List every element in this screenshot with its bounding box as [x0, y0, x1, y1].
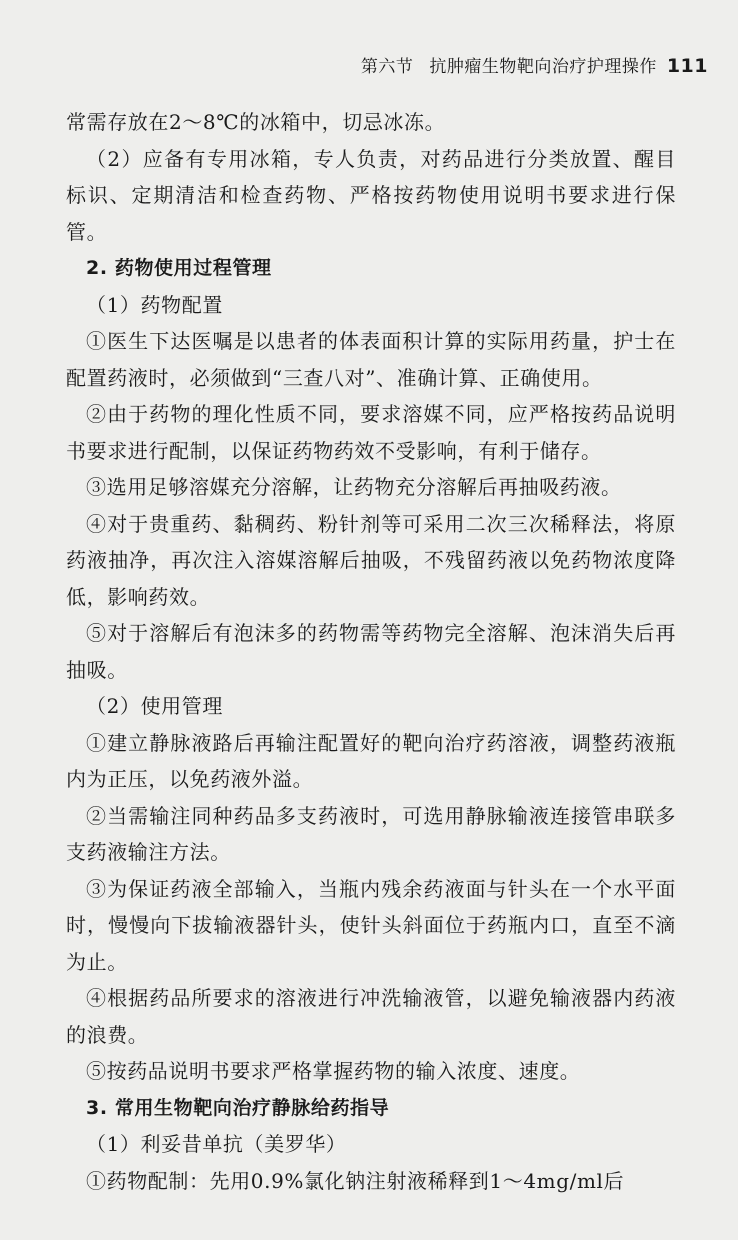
paragraph: ①建立静脉液路后再输注配置好的靶向治疗药溶液，调整药液瓶内为正压，以免药液外溢。	[66, 730, 676, 791]
page-number: 111	[666, 55, 708, 77]
chapter-title: 抗肿瘤生物靶向治疗护理操作	[429, 57, 657, 77]
paragraph: ⑤按药品说明书要求严格掌握药物的输入浓度、速度。	[86, 1059, 581, 1083]
section-heading: 2. 药物使用过程管理	[86, 257, 272, 279]
running-header	[361, 52, 708, 77]
paragraph: ①药物配制：先用0.9%氯化钠注射液稀释到1～4mg/ml后	[86, 1168, 625, 1193]
subsection-heading: （1）药物配置	[86, 292, 223, 317]
section-label: 第六节	[360, 57, 414, 77]
body-text	[66, 104, 676, 1199]
paragraph: ④对于贵重药、黏稠药、粉针剂等可采用二次三次稀释法，将原药液抽净，再次注入溶媒溶解后抽吸，不残留药液以免药物浓度降低，影响药效。	[66, 511, 676, 609]
paragraph: ③选用足够溶媒充分溶解，让药物充分溶解后再抽吸药液。	[86, 475, 622, 499]
section-heading: 3. 常用生物靶向治疗静脉给药指导	[86, 1096, 390, 1119]
paragraph: ②当需输注同种药品多支药液时，可选用静脉输液连接管串联多支药液输注方法。	[66, 803, 676, 864]
paragraph: （2）应备有专用冰箱，专人负责，对药品进行分类放置、醒目标识、定期清洁和检查药物、严格按药物使用说明书要求进行保管。	[66, 146, 676, 244]
paragraph: ⑤对于溶解后有泡沫多的药物需等药物完全溶解、泡沫消失后再抽吸。	[66, 621, 676, 682]
paragraph: ①医生下达医嘱是以患者的体表面积计算的实际用药量，护士在配置药液时，必须做到“三查八对”、准确计算、正确使用。	[66, 329, 676, 390]
subsection-heading: （2）使用管理	[86, 694, 223, 718]
subsection-heading: （1）利妥昔单抗（美罗华）	[86, 1132, 347, 1156]
paragraph: ③为保证药液全部输入，当瓶内残余药液面与针头在一个水平面时，慢慢向下拔输液器针头，使针头斜面位于药瓶内口，直至不滴为止。	[66, 876, 676, 974]
paragraph: ②由于药物的理化性质不同，要求溶媒不同，应严格按药品说明书要求进行配制，以保证药物药效不受影响，有利于储存。	[66, 402, 676, 463]
paragraph: 常需存放在2～8℃的冰箱中，切忌冰冻。	[66, 110, 446, 134]
paragraph: ④根据药品所要求的溶液进行冲洗输液管，以避免输液器内药液的浪费。	[66, 986, 676, 1047]
